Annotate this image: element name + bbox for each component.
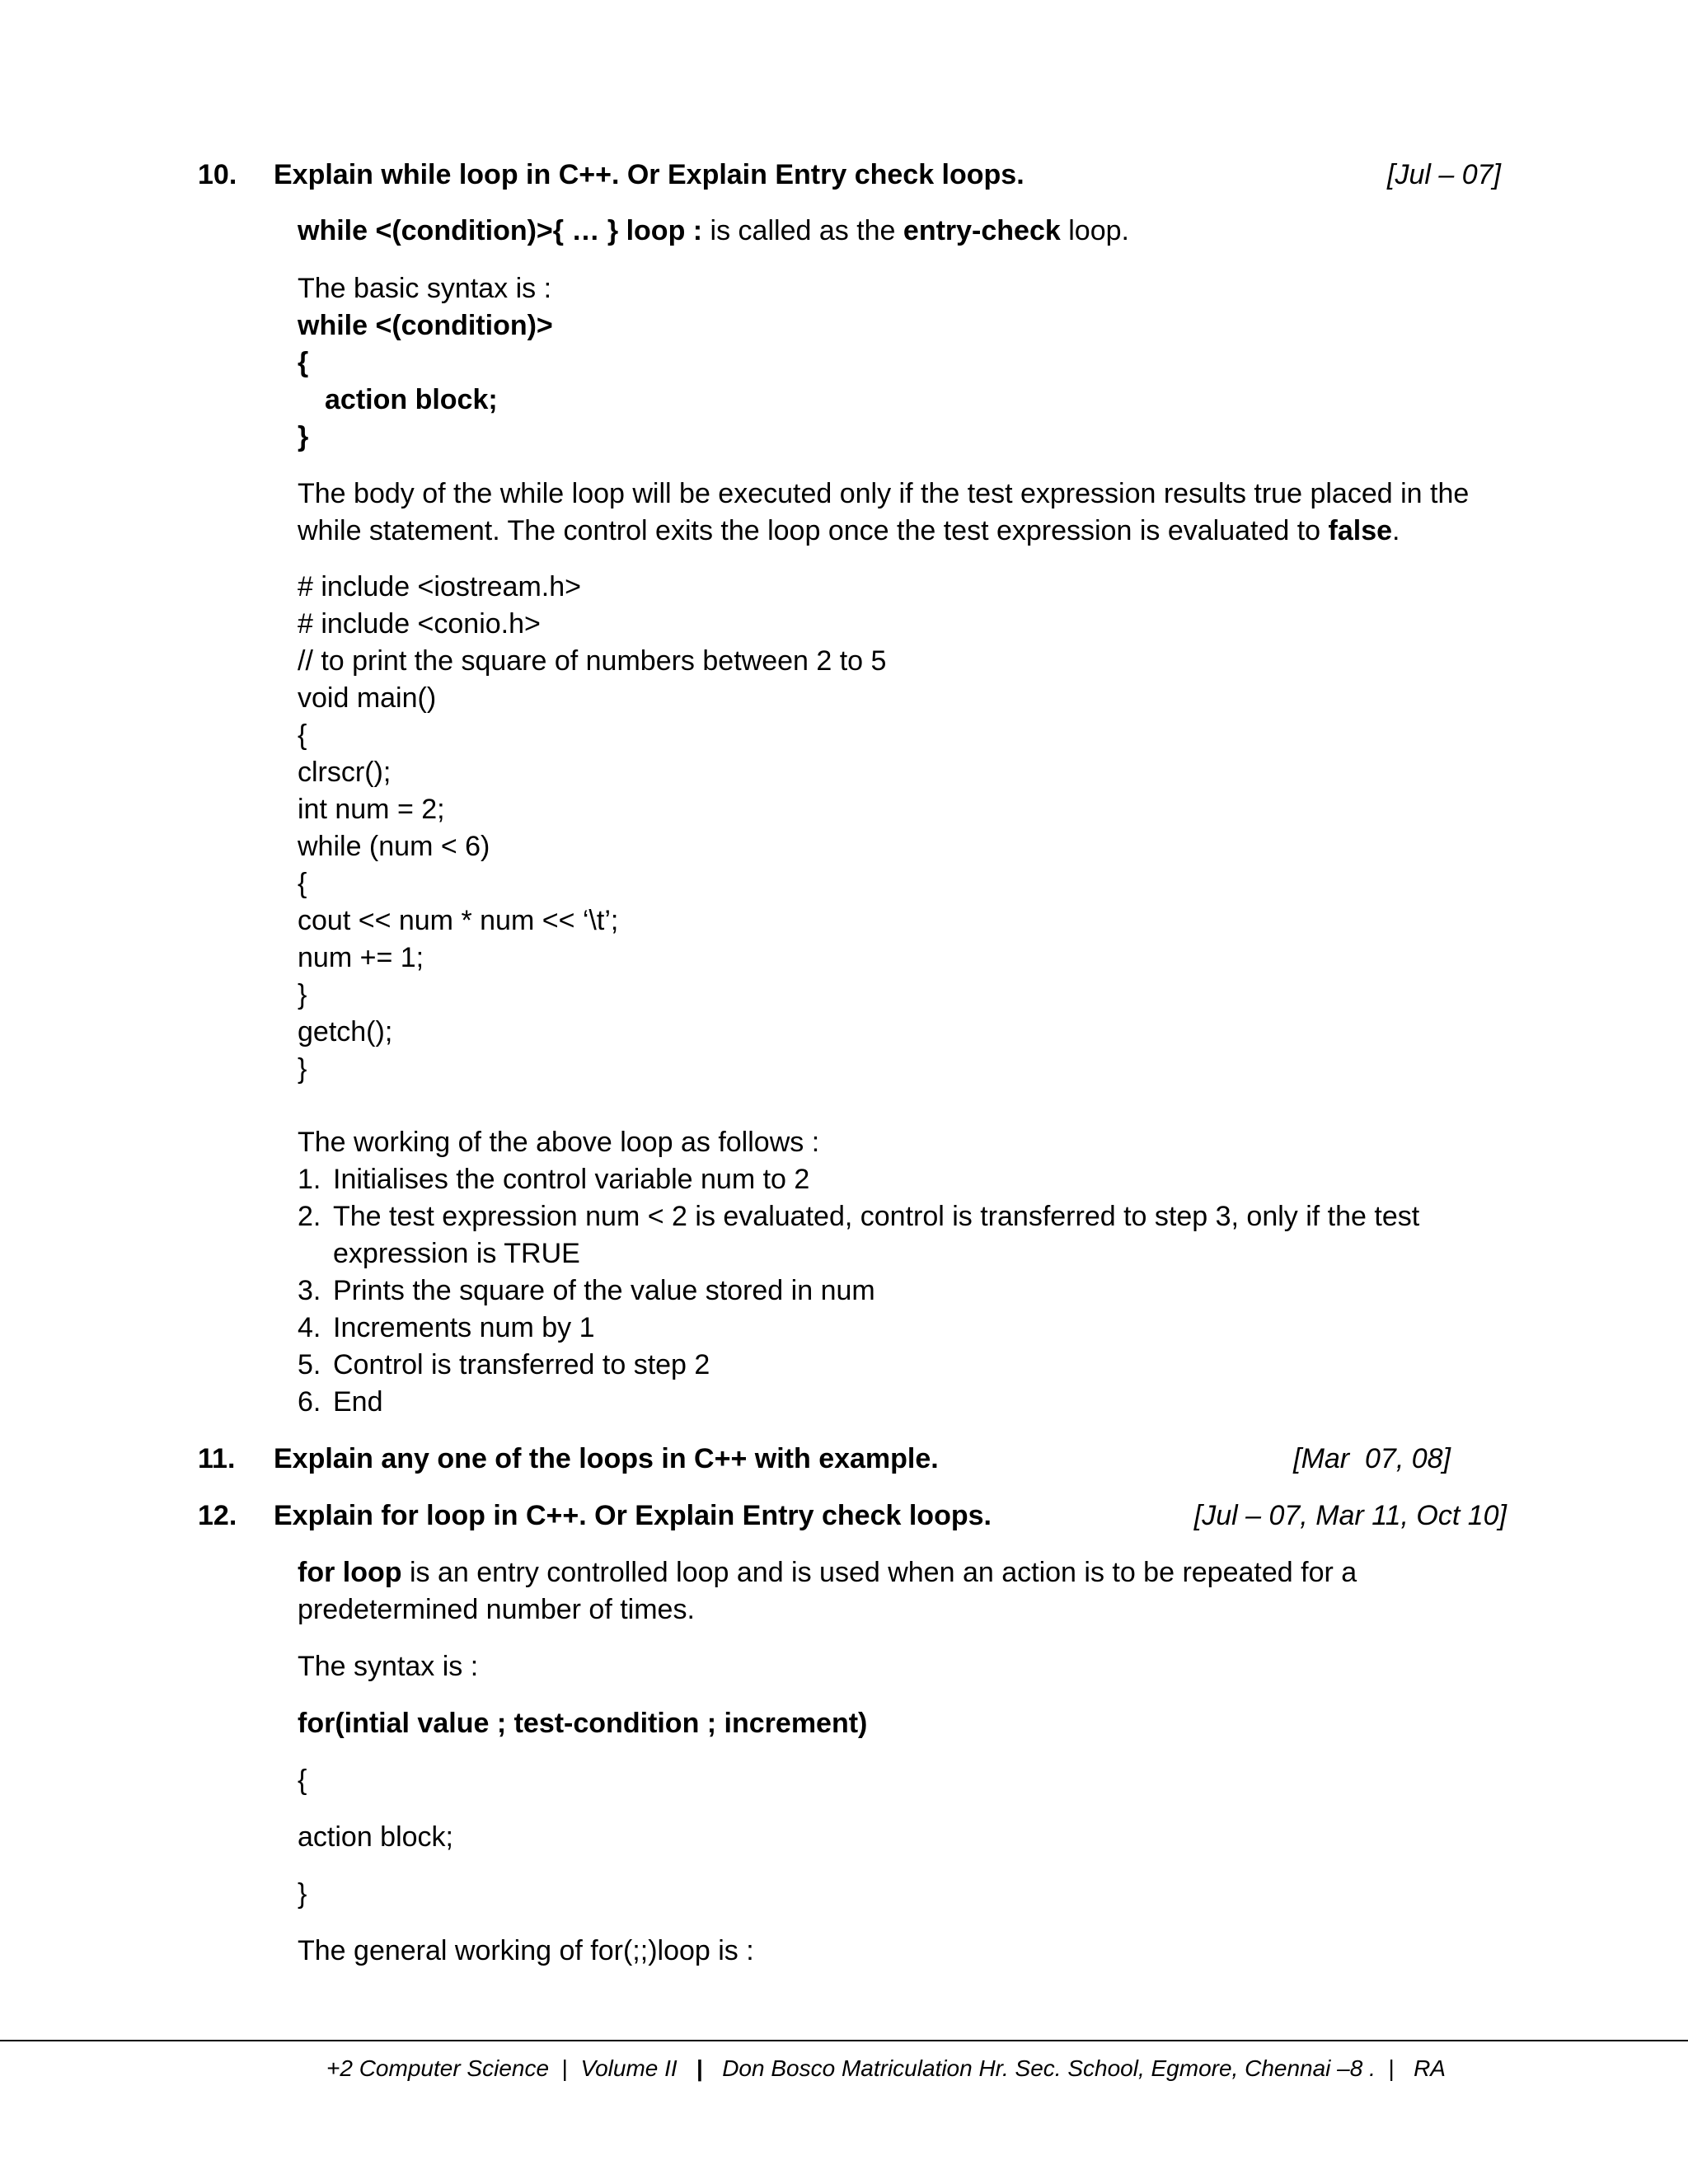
intro-code: while <(condition)>{ … } loop : — [298, 215, 703, 246]
code-line: # include <iostream.h> — [298, 571, 581, 602]
footer-initials: RA — [1414, 2055, 1446, 2081]
step-text: Control is transferred to step 2 — [333, 1349, 710, 1380]
code-line: getch(); — [298, 1016, 393, 1047]
step-text: The test expression num < 2 is evaluated, control is transferred to step 3, only if the test — [333, 1201, 1420, 1232]
intro-end: loop. — [1060, 215, 1129, 246]
step-number: 6. — [298, 1386, 321, 1418]
q12-close-brace: } — [298, 1878, 307, 1910]
code-line: { — [298, 868, 307, 899]
step-number: 3. — [298, 1275, 321, 1306]
code-line: // to print the square of numbers between 2 to 5 — [298, 645, 887, 677]
q10-body-line-2 — [298, 514, 1400, 547]
page-footer — [326, 2054, 1446, 2083]
step-number: 2. — [298, 1201, 321, 1232]
q10-number: 10. — [198, 159, 237, 190]
q10-body-line-1: The body of the while loop will be executed only if the test expression results true placed in the — [298, 478, 1470, 509]
step-number: 5. — [298, 1349, 321, 1380]
code-line: int num = 2; — [298, 794, 445, 825]
q10-working-label: The working of the above loop as follows : — [298, 1127, 820, 1158]
q10-syntax-while: while <(condition)> — [298, 310, 553, 341]
q12-general-working: The general working of for(;;)loop is : — [298, 1935, 754, 1966]
footer-volume: Volume II — [580, 2055, 678, 2081]
code-line: cout << num * num << ‘\t’; — [298, 905, 619, 936]
footer-separator: | — [677, 2055, 723, 2081]
step-text: Prints the square of the value stored in num — [333, 1275, 875, 1306]
q10-syntax-action: action block; — [325, 384, 498, 415]
footer-separator: | — [1375, 2055, 1414, 2081]
code-line: clrscr(); — [298, 757, 392, 788]
q10-reference: [Jul – 07] — [1387, 159, 1501, 190]
q10-syntax-label: The basic syntax is : — [298, 273, 552, 304]
q12-number: 12. — [198, 1500, 237, 1531]
q12-title: Explain for loop in C++. Or Explain Entry check loops. — [274, 1500, 992, 1531]
code-line: } — [298, 979, 307, 1010]
footer-separator: | — [549, 2055, 581, 2081]
q12-reference: [Jul – 07, Mar 11, Oct 10] — [1193, 1500, 1507, 1531]
code-line: void main() — [298, 682, 437, 714]
body-p2-end: . — [1392, 515, 1400, 546]
q12-para-line-1 — [298, 1556, 1357, 1589]
q12-syntax-head: for(intial value ; test-condition ; increment) — [298, 1708, 868, 1739]
intro-mid: is called as the — [702, 215, 903, 246]
step-text-continued: expression is TRUE — [333, 1238, 580, 1269]
body-p2-bold: false — [1328, 515, 1393, 546]
q12-syntax-label: The syntax is : — [298, 1651, 479, 1682]
q10-intro — [298, 214, 1129, 247]
for-loop-term: for loop — [298, 1557, 402, 1588]
q10-syntax-close-brace: } — [298, 421, 309, 452]
para-rest: is an entry controlled loop and is used when an action is to be repeated for a — [401, 1557, 1357, 1588]
code-line: } — [298, 1053, 307, 1085]
footer-rule — [0, 2040, 1688, 2041]
code-line: num += 1; — [298, 942, 424, 973]
footer-course: +2 Computer Science — [326, 2055, 550, 2081]
q11-title: Explain any one of the loops in C++ with example. — [274, 1443, 939, 1474]
intro-term: entry-check — [903, 215, 1061, 246]
body-p2-start: while statement. The control exits the loop once the test expression is evaluated to — [298, 515, 1329, 546]
q10-syntax-open-brace: { — [298, 347, 309, 378]
code-line: { — [298, 719, 307, 751]
q12-para-line-2: predetermined number of times. — [298, 1594, 695, 1625]
step-text: Initialises the control variable num to 2 — [333, 1164, 810, 1195]
code-line: while (num < 6) — [298, 831, 490, 862]
footer-school: Don Bosco Matriculation Hr. Sec. School, Egmore, Chennai –8 . — [722, 2055, 1376, 2081]
q12-open-brace: { — [298, 1765, 307, 1796]
code-line: # include <conio.h> — [298, 608, 541, 640]
step-text: Increments num by 1 — [333, 1312, 595, 1343]
q11-reference: [Mar 07, 08] — [1293, 1443, 1451, 1474]
step-number: 4. — [298, 1312, 321, 1343]
q10-title: Explain while loop in C++. Or Explain Entry check loops. — [274, 159, 1025, 190]
step-text: End — [333, 1386, 383, 1418]
step-number: 1. — [298, 1164, 321, 1195]
q11-number: 11. — [198, 1443, 236, 1474]
q12-action-block: action block; — [298, 1821, 453, 1853]
